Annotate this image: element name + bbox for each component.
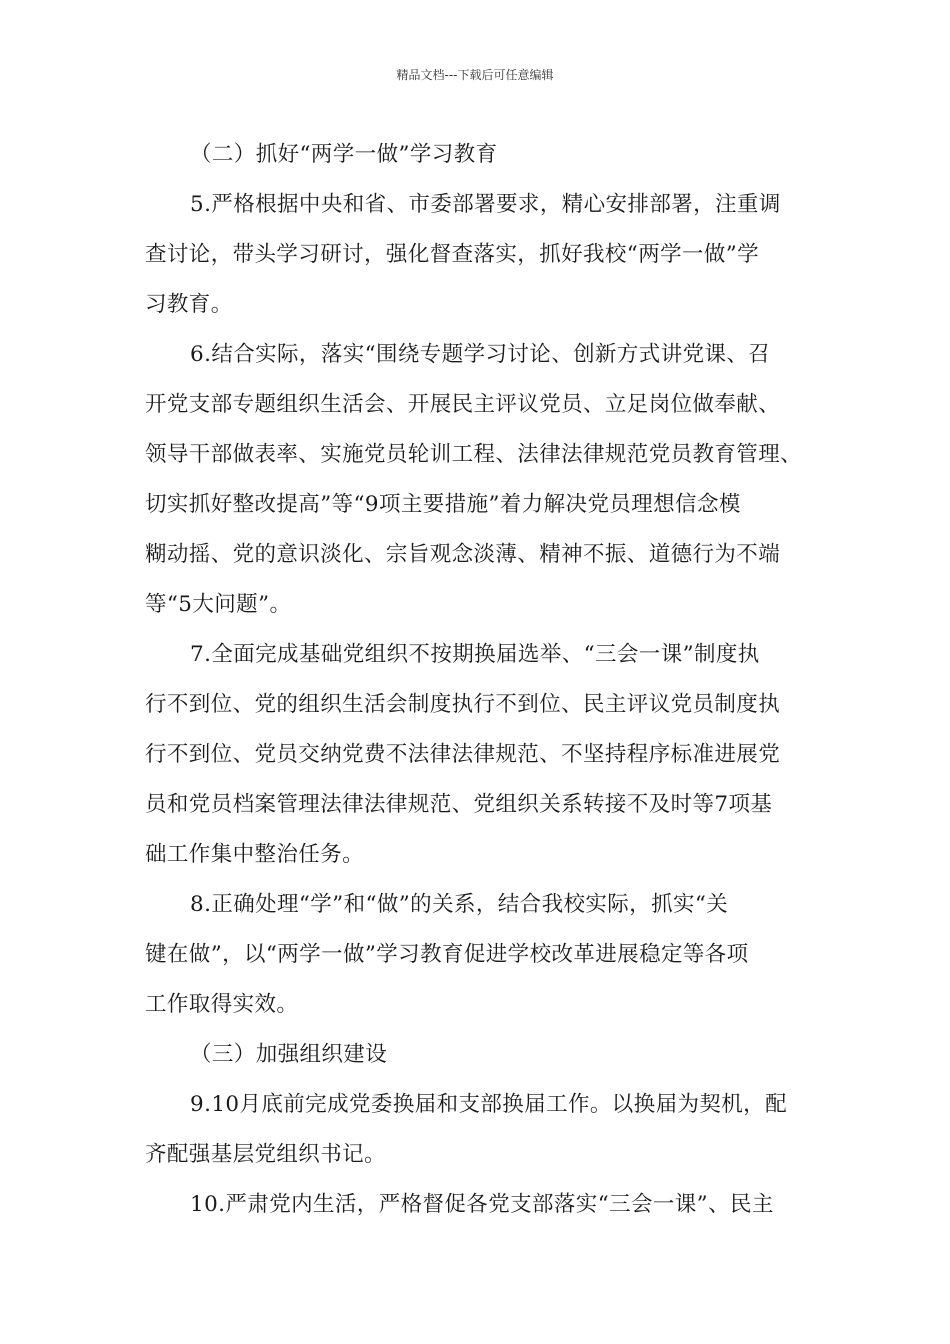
paragraph-line: 工作取得实效。 bbox=[145, 992, 299, 1017]
paragraph-line: 开党支部专题组织生活会、开展民主评议党员、立足岗位做奉献、 bbox=[145, 392, 781, 417]
paragraph-line: 8.正确处理“学”和“做”的关系，结合我校实际，抓实“关 bbox=[190, 892, 729, 917]
page-header: 精品文档---下载后可任意编辑 bbox=[396, 68, 554, 82]
paragraph-line: 础工作集中整治任务。 bbox=[145, 842, 365, 867]
paragraph-line: 行不到位、党员交纳党费不法律法律规范、不坚持程序标准进展党 bbox=[145, 742, 781, 767]
paragraph-line: 切实抓好整改提高”等“9项主要措施”着力解决党员理想信念模 bbox=[145, 492, 741, 517]
section-heading: （二）抓好“两学一做”学习教育 bbox=[190, 142, 498, 167]
section-heading: （三）加强组织建设 bbox=[190, 1042, 388, 1067]
paragraph-line: 员和党员档案管理法律法律规范、党组织关系转接不及时等7项基 bbox=[145, 792, 773, 817]
paragraph-line: 等“5大问题”。 bbox=[145, 592, 292, 617]
paragraph-line: 9.10月底前完成党委换届和支部换届工作。以换届为契机，配 bbox=[190, 1092, 787, 1117]
paragraph-line: 齐配强基层党组织书记。 bbox=[145, 1142, 386, 1167]
document-body bbox=[145, 130, 813, 1230]
paragraph-line: 6.结合实际，落实“围绕专题学习讨论、创新方式讲党课、召 bbox=[190, 342, 771, 367]
paragraph-line: 查讨论，带头学习研讨，强化督查落实，抓好我校“两学一做”学 bbox=[145, 242, 760, 267]
paragraph-line: 键在做”，以“两学一做”学习教育促进学校改革进展稳定等各项 bbox=[145, 942, 749, 967]
paragraph-line: 习教育。 bbox=[145, 292, 233, 317]
paragraph-line: 7.全面完成基础党组织不按期换届选举、“三会一课”制度执 bbox=[190, 642, 760, 667]
paragraph-line: 领导干部做表率、实施党员轮训工程、法律法律规范党员教育管理、 bbox=[145, 442, 803, 467]
paragraph-line: 糊动摇、党的意识淡化、宗旨观念淡薄、精神不振、道德行为不端 bbox=[145, 542, 781, 567]
paragraph-line: 10.严肃党内生活，严格督促各党支部落实“三会一课”、民主 bbox=[190, 1192, 774, 1217]
paragraph-line: 5.严格根据中央和省、市委部署要求，精心安排部署，注重调 bbox=[190, 192, 781, 217]
paragraph-line: 行不到位、党的组织生活会制度执行不到位、民主评议党员制度执 bbox=[145, 692, 781, 717]
